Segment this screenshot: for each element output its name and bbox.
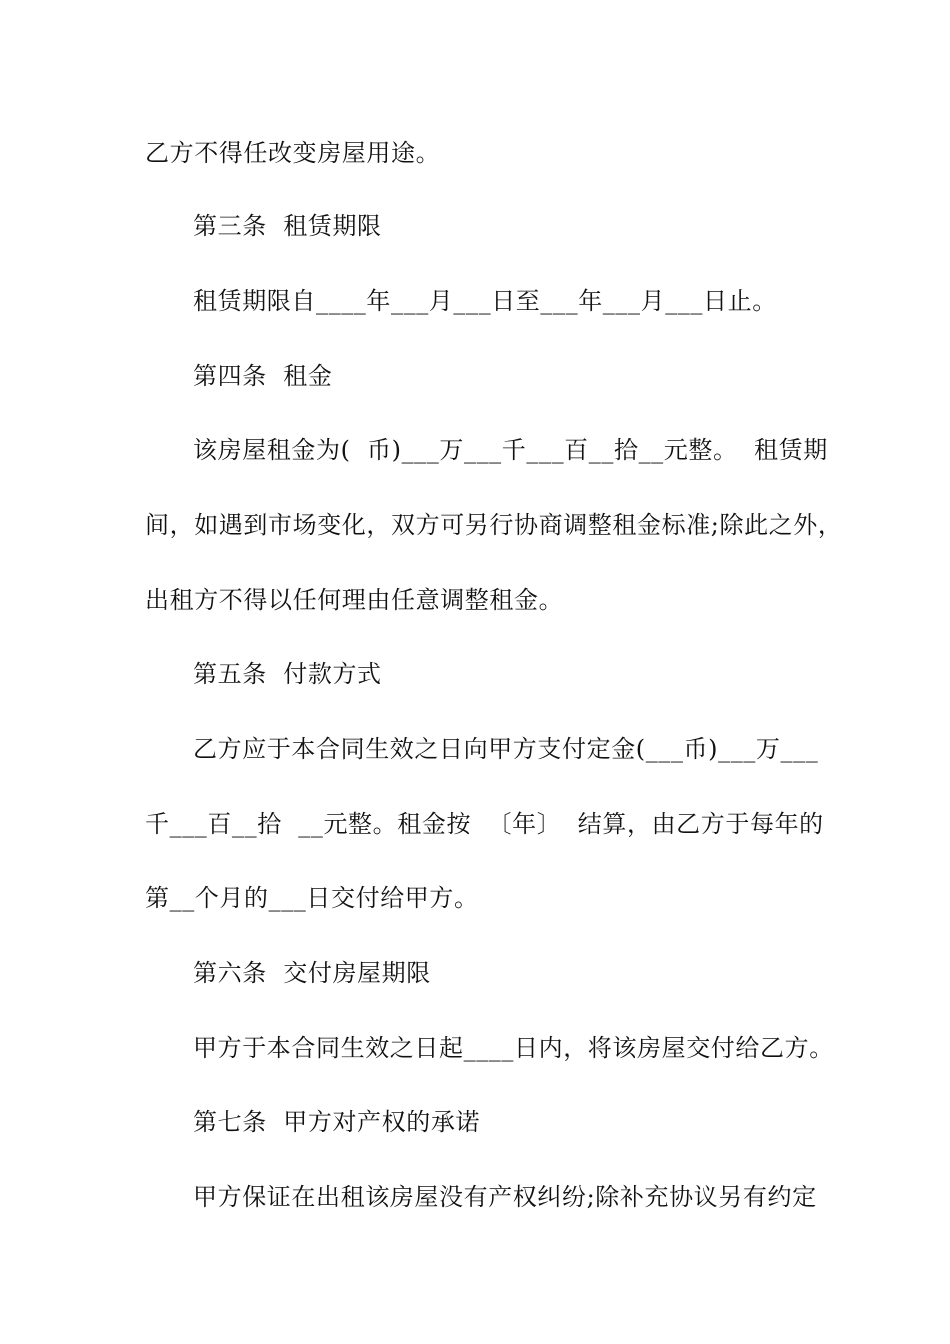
article-6-heading: 第六条 交付房屋期限 bbox=[193, 959, 431, 987]
body-text-line: 甲方于本合同生效之日起____日内，将该房屋交付给乙方。 bbox=[193, 1034, 834, 1062]
body-text-line: 第__个月的___日交付给甲方。 bbox=[145, 884, 479, 912]
body-text-line: 该房屋租金为( 币)___万___千___百__拾__元整。 租赁期 bbox=[193, 436, 828, 464]
body-text-line: 千___百__拾 __元整。租金按 〔年〕 结算，由乙方于每年的 bbox=[145, 810, 824, 838]
article-3-heading: 第三条 租赁期限 bbox=[193, 212, 382, 240]
article-4-heading: 第四条 租金 bbox=[193, 362, 333, 390]
body-text-line: 乙方应于本合同生效之日向甲方支付定金(___币)___万___ bbox=[193, 735, 819, 763]
article-7-heading: 第七条 甲方对产权的承诺 bbox=[193, 1108, 481, 1136]
body-text-line: 间，如遇到市场变化，双方可另行协商调整租金标准;除此之外， bbox=[145, 511, 843, 539]
body-text-line: 乙方不得任改变房屋用途。 bbox=[145, 139, 441, 167]
article-5-heading: 第五条 付款方式 bbox=[193, 660, 382, 688]
body-text-line: 出租方不得以任何理由任意调整租金。 bbox=[145, 586, 564, 614]
body-text-line: 甲方保证在出租该房屋没有产权纠纷;除补充协议另有约定 bbox=[193, 1183, 817, 1211]
body-text-line: 租赁期限自____年___月___日至___年___月___日止。 bbox=[193, 287, 777, 315]
